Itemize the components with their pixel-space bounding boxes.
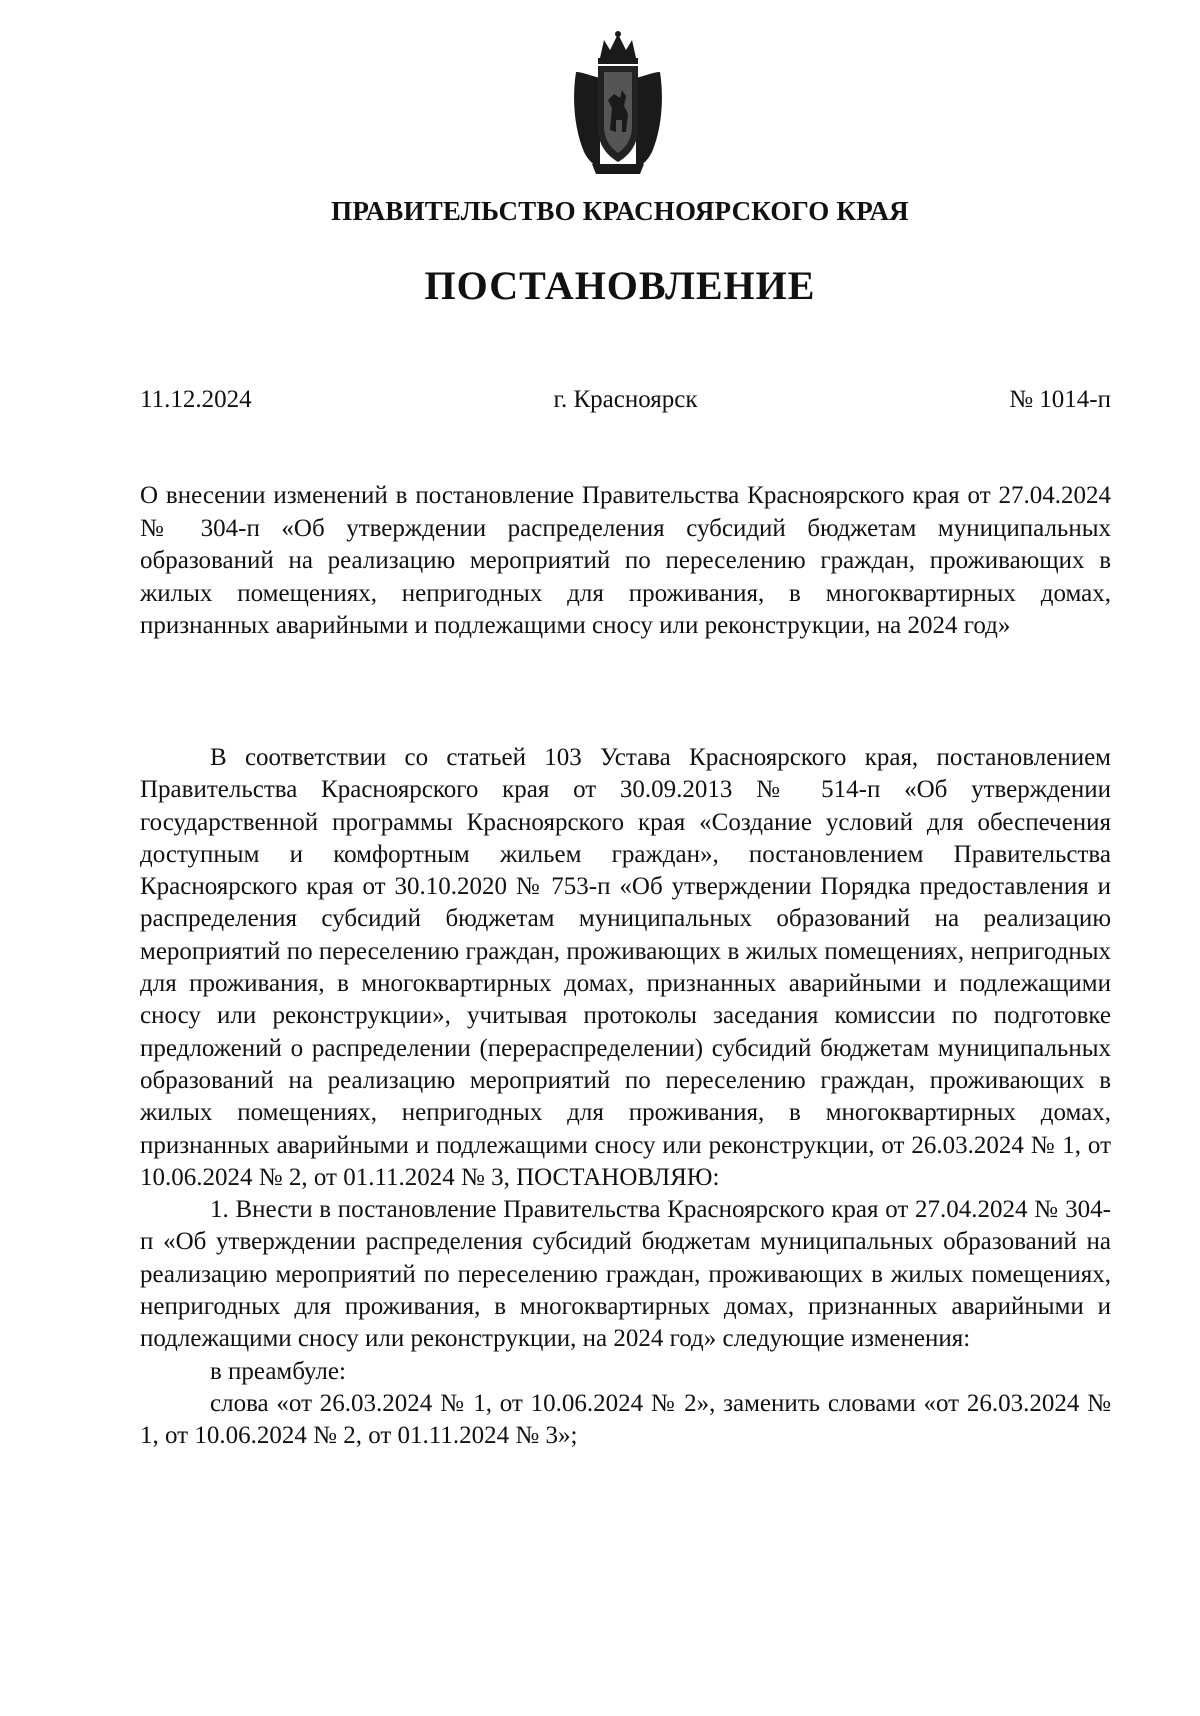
document-subject: О внесении изменений в постановление Правительства Красноярского края от 27.04.2024 № 304-п «Об утверждении распределения субсидий бюджетам муниципальных образований на реализацию мероприятий по переселению граждан, проживающих в жилых помещениях, непригодных для проживания, в многоквартирных домах, признанных аварийными и подлежащими сносу или реконструкции, на 2024 год» bbox=[140, 482, 1111, 639]
document-type-title: ПОСТАНОВЛЕНИЕ bbox=[424, 263, 816, 308]
document-date: 11.12.2024 bbox=[140, 386, 252, 413]
preamble-amendment-heading: в преамбуле: bbox=[210, 1357, 346, 1385]
document-body bbox=[140, 742, 1111, 1453]
preamble-paragraph: В соответствии со статьей 103 Устава Красноярского края, постановлением Правительства Красноярского края от 30.09.2013 № 514-п «Об утверждении государственной программы Красноярского края «Создание условий для обеспечения доступным и комфортным жильем граждан», постановлением Правительства Красноярского края от 30.10.2020 № 753-п «Об утверждении Порядка предоставления и распределения субсидий бюджетам муниципальных образований на реализацию мероприятий по переселению граждан, проживающих в жилых помещениях, непригодных для проживания, в многоквартирных домах, признанных аварийными и подлежащими сносу или реконструкции», учитывая протоколы заседания комиссии по подготовке предложений о распределении (перераспределении) субсидий бюджетам муниципальных образований на реализацию мероприятий по переселению граждан, проживающих в жилых помещениях, непригодных для проживания, в многоквартирных домах, признанных аварийными и подлежащими сносу или реконструкции, от 26.03.2024 № 1, от 10.06.2024 № 2, от 01.11.2024 № 3, ПОСТАНОВЛЯЮ: bbox=[140, 744, 1111, 1191]
krasnoyarsk-coat-of-arms-icon bbox=[570, 28, 666, 176]
organization-name: ПРАВИТЕЛЬСТВО КРАСНОЯРСКОГО КРАЯ bbox=[331, 196, 909, 226]
document-meta-row bbox=[140, 386, 1111, 420]
item-1-paragraph: 1. Внести в постановление Правительства Красноярского края от 27.04.2024 № 304-п «Об утверждении распределения субсидий бюджетам муниципальных образований на реализацию мероприятий по переселению граждан, проживающих в жилых помещениях, непригодных для проживания, в многоквартирных домах, признанных аварийными и подлежащими сносу или реконструкции, на 2024 год» следующие изменения: bbox=[140, 1196, 1111, 1353]
document-number: № 1014-п bbox=[1009, 386, 1111, 413]
document-city: г. Красноярск bbox=[553, 386, 698, 413]
replacement-paragraph: слова «от 26.03.2024 № 1, от 10.06.2024 № 2», заменить словами «от 26.03.2024 № 1, от 10.06.2024 № 2, от 01.11.2024 № 3»; bbox=[140, 1389, 1111, 1450]
